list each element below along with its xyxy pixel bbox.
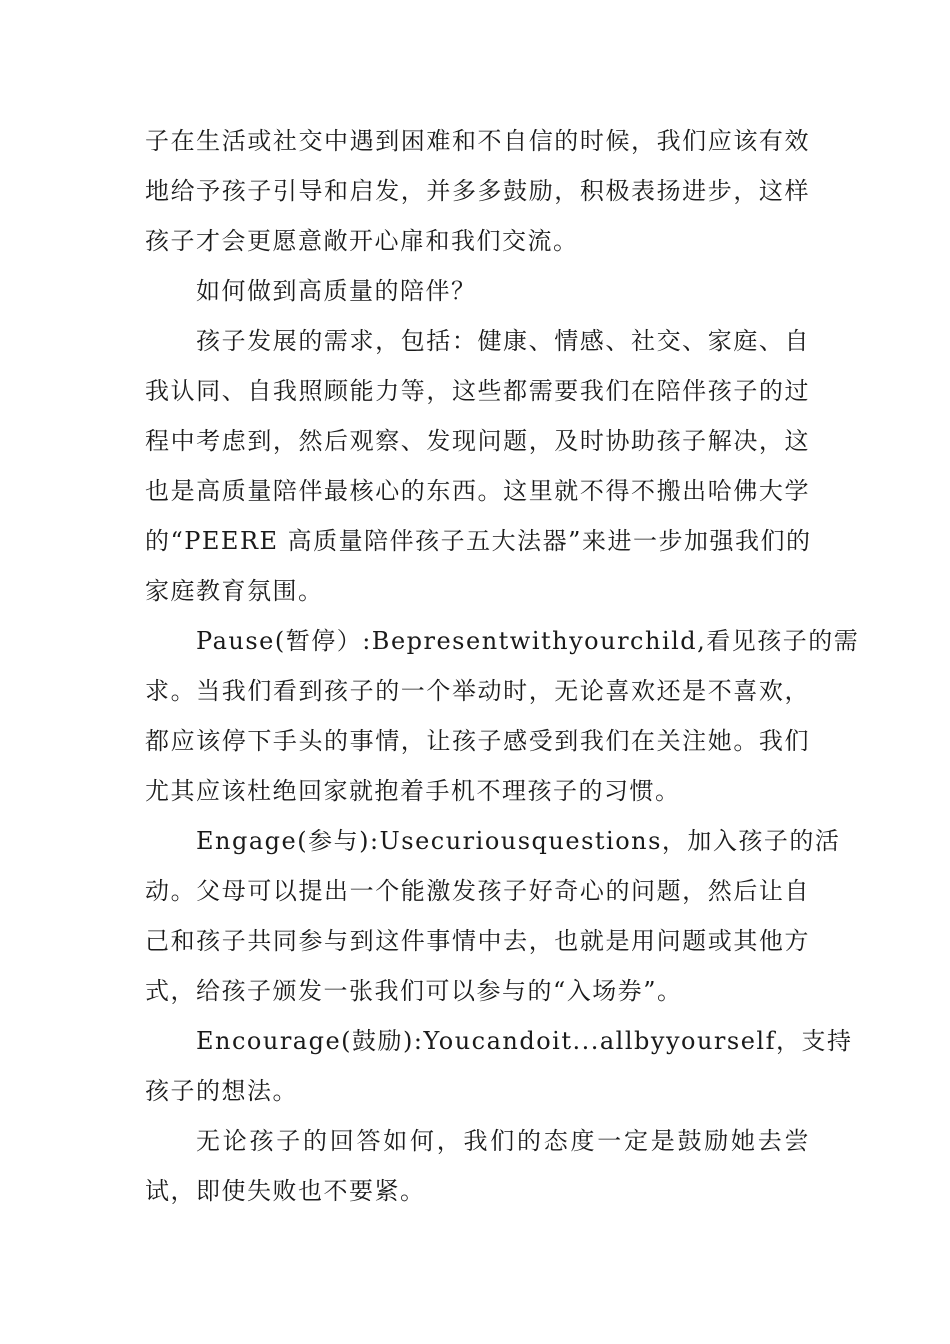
text-line: 孩子才会更愿意敞开心扉和我们交流。 — [145, 227, 579, 255]
text-line: 动。父母可以提出一个能激发孩子好奇心的问题，然后让自 — [145, 877, 810, 905]
text-line: 尤其应该杜绝回家就抱着手机不理孩子的习惯。 — [145, 777, 681, 805]
document-body — [145, 116, 860, 1216]
text-line: 都应该停下手头的事情，让孩子感受到我们在关注她。我们 — [145, 727, 810, 755]
text-line: 求。当我们看到孩子的一个举动时，无论喜欢还是不喜欢， — [145, 677, 810, 705]
text-line: 子在生活或社交中遇到困难和不自信的时候，我们应该有效 — [145, 127, 810, 155]
text-line: Pause(暂停）:Bepresentwithyourchild,看见孩子的需 — [196, 627, 860, 655]
text-line: 程中考虑到，然后观察、发现问题，及时协助孩子解决，这 — [145, 427, 810, 455]
text-line: 也是高质量陪伴最核心的东西。这里就不得不搬出哈佛大学 — [145, 477, 810, 505]
text-line: 的“PEERE 高质量陪伴孩子五大法器”来进一步加强我们的 — [145, 527, 812, 555]
text-line: 己和孩子共同参与到这件事情中去，也就是用问题或其他方 — [145, 927, 810, 955]
text-line: Encourage(鼓励):Youcandoit...allbyyourself，支持 — [196, 1027, 853, 1055]
section-heading: 如何做到高质量的陪伴？ — [196, 277, 477, 305]
text-line: 孩子发展的需求，包括：健康、情感、社交、家庭、自 — [196, 327, 810, 355]
text-line: 试，即使失败也不要紧。 — [145, 1177, 426, 1205]
text-line: 地给予孩子引导和启发，并多多鼓励，积极表扬进步，这样 — [145, 177, 810, 205]
text-line: 我认同、自我照顾能力等，这些都需要我们在陪伴孩子的过 — [145, 377, 810, 405]
text-line: 家庭教育氛围。 — [145, 577, 324, 605]
text-line: 无论孩子的回答如何，我们的态度一定是鼓励她去尝 — [196, 1127, 810, 1155]
text-line: 式，给孩子颁发一张我们可以参与的“入场券”。 — [145, 977, 683, 1005]
text-line: Engage(参与):Usecuriousquestions，加入孩子的活 — [196, 827, 841, 855]
text-line: 孩子的想法。 — [145, 1077, 298, 1105]
